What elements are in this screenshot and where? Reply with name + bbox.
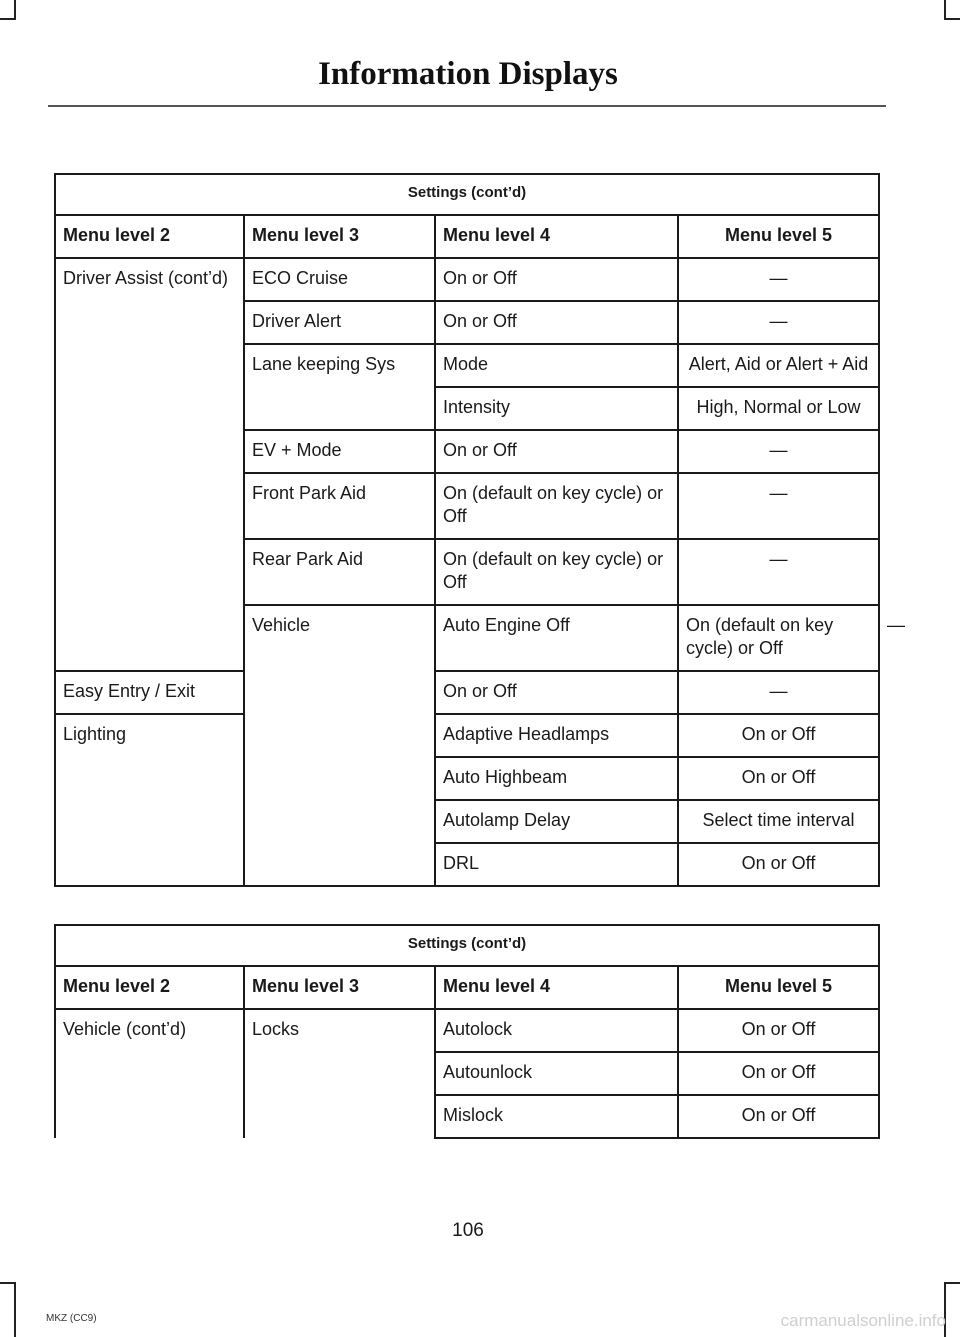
cell-level-4: DRL [435,843,678,886]
group-vehicle: Vehicle [244,605,435,886]
cell-level-5: High, Normal or Low [678,387,879,430]
crop-mark [944,0,946,20]
col-header-menu-level-2: Menu level 2 [55,215,244,258]
doc-code: MKZ (CC9) [46,1313,97,1324]
crop-mark [14,1282,16,1337]
header-rule [48,105,886,107]
cell-level-5: Alert, Aid or Alert + Aid [678,344,879,387]
watermark: carmanualsonline.info [780,1311,946,1330]
cell-level-4: On or Off [435,671,678,714]
cell-level-5: — [678,671,879,714]
table-row: Vehicle Auto Engine Off On (default on key cycle) or Off — [55,605,879,671]
crop-mark [0,1282,16,1284]
col-header-menu-level-5: Menu level 5 [678,966,879,1009]
cell-level-5: On or Off [678,757,879,800]
table-row [55,1009,879,1052]
col-header-menu-level-4: Menu level 4 [435,966,678,1009]
table-row [55,671,879,714]
cell-level-4: On (default on key cycle) or Off [435,473,678,539]
table-header-row [55,966,879,1009]
col-header-menu-level-5: Menu level 5 [678,215,879,258]
cell-level-4: On or Off [435,258,678,301]
cell-level-4: Adaptive Headlamps [435,714,678,757]
cell-level-4: On or Off [435,430,678,473]
cell-level-4: On (default on key cycle) or Off [435,539,678,605]
cell-level-5: — [678,430,879,473]
group-vehicle-contd: Vehicle (cont’d) [55,1009,244,1138]
cell-level-3: Easy Entry / Exit [55,671,244,714]
cell-level-5: — [678,258,879,301]
cell-level-4: Auto Highbeam [435,757,678,800]
cell-level-4: Autounlock [435,1052,678,1095]
cell-level-3: Driver Alert [244,301,435,344]
cell-level-3: Front Park Aid [244,473,435,539]
page-title: Information Displays [318,56,618,92]
cell-level-5: Select time interval [678,800,879,843]
table-caption: Settings (cont’d) [55,174,879,215]
group-driver-assist: Driver Assist (cont’d) [55,258,244,671]
cell-level-3: Lighting [55,714,244,886]
crop-mark [0,18,16,20]
table-caption: Settings (cont’d) [55,925,879,966]
cell-level-5: — [678,473,879,539]
cell-level-4: Mode [435,344,678,387]
cell-level-4: On (default on key cycle) or Off [678,605,879,671]
cell-level-3: Lane keeping Sys [244,344,435,430]
table-row [55,714,879,757]
cell-level-3: Locks [244,1009,435,1138]
crop-mark [14,0,16,20]
page-number: 106 [452,1220,484,1241]
cell-level-5: On or Off [678,1052,879,1095]
cell-level-4: On or Off [435,301,678,344]
col-header-menu-level-3: Menu level 3 [244,966,435,1009]
cell-level-3: Rear Park Aid [244,539,435,605]
cell-level-3: Auto Engine Off [435,605,678,671]
table-row [55,258,879,301]
col-header-menu-level-3: Menu level 3 [244,215,435,258]
cell-level-4: Autolock [435,1009,678,1052]
crop-mark [944,18,960,20]
cell-level-5: — [678,301,879,344]
cell-level-3: EV + Mode [244,430,435,473]
cell-level-4: Intensity [435,387,678,430]
cell-level-5: On or Off [678,714,879,757]
cell-level-5: On or Off [678,843,879,886]
crop-mark [944,1282,960,1284]
col-header-menu-level-2: Menu level 2 [55,966,244,1009]
cell-level-5: On or Off [678,1095,879,1138]
table-header-row [55,215,879,258]
cell-level-5: On or Off [678,1009,879,1052]
cell-level-4: Mislock [435,1095,678,1138]
col-header-menu-level-4: Menu level 4 [435,215,678,258]
settings-table-2 [54,924,880,1139]
cell-level-3: ECO Cruise [244,258,435,301]
cell-level-4: Autolamp Delay [435,800,678,843]
cell-level-5: — [678,539,879,605]
settings-table-1 [54,173,906,887]
